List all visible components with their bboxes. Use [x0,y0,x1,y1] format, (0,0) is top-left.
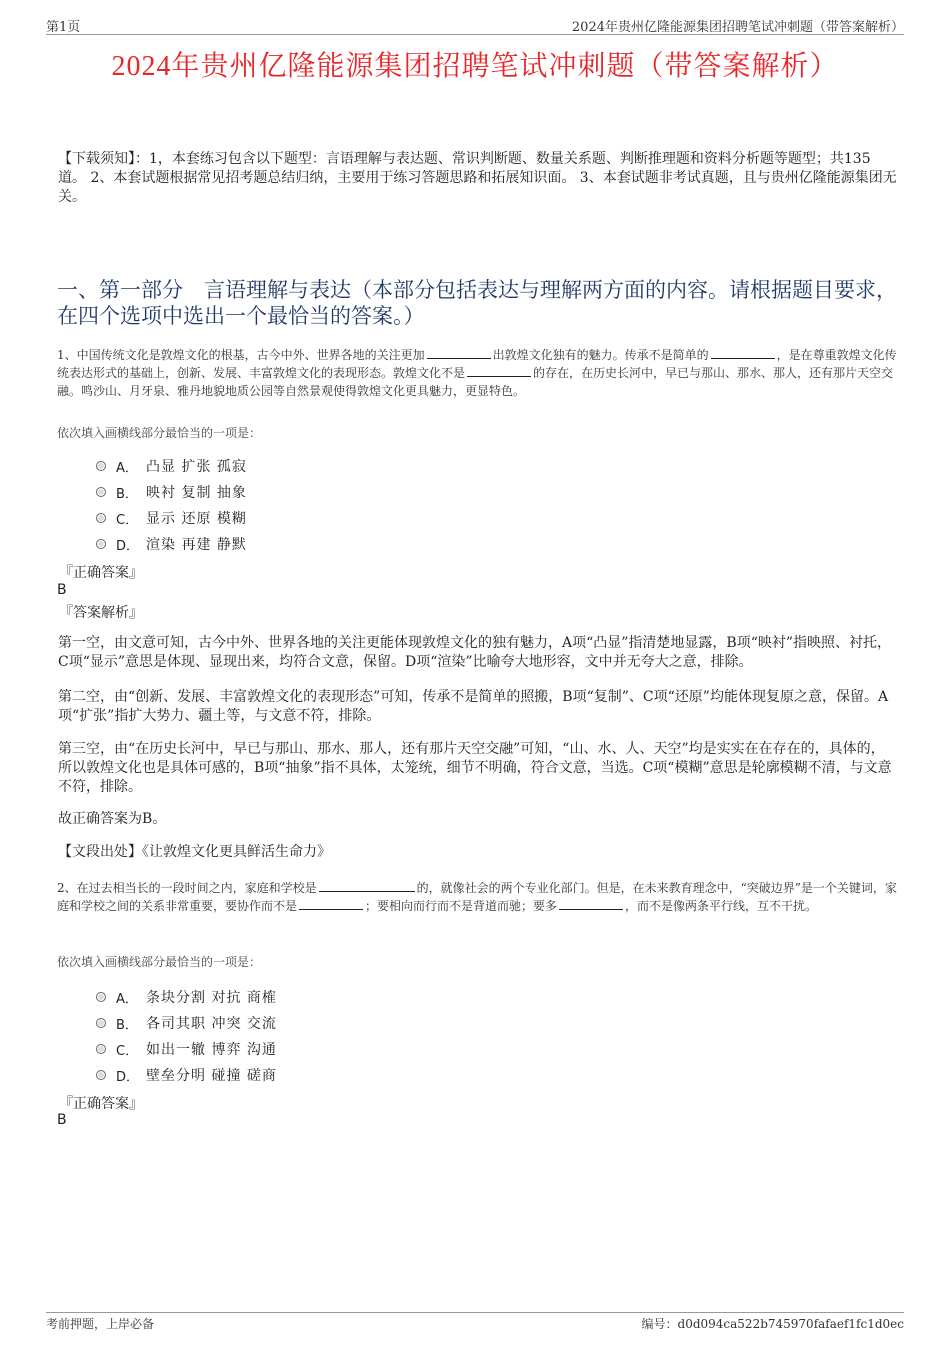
option-text: 显示 还原 模糊 [146,511,247,527]
fill-blank [559,897,623,910]
footer-slogan: 考前押题，上岸必备 [46,1317,155,1331]
option-text: 映衬 复制 抽象 [146,485,247,501]
option-d[interactable] [96,531,247,557]
question-2-prompt: 依次填入画横线部分最恰当的一项是： [57,955,262,969]
q1-stem-part: ，是在尊重敦煌文化传统表达形式的基础上，创新、发展、丰富敦煌文化的表现形态。敦煌文化不是 [57,348,897,380]
question-2-options [96,984,277,1088]
option-text: 渲染 再建 静默 [146,537,247,553]
option-letter: D． [116,538,140,554]
analysis-paragraph: 第一空，由文意可知，古今中外、世界各地的关注更能体现敦煌文化的独有魅力，A项“凸显”指清楚地显露，B项“映衬”指映照、衬托，C项“显示”意思是体现、显现出来，均符合文意，保留。D项“渲染”比喻夸大地形容，文中并无夸大之意，排除。 [58,635,892,670]
option-letter: A． [116,460,138,476]
page-header [46,14,904,35]
header-doc-title: 2024年贵州亿隆能源集团招聘笔试冲刺题（带答案解析） [571,20,904,35]
fill-blank [711,346,775,359]
q2-stem-part: ，而不是像两条平行线，互不干扰。 [625,899,818,913]
fill-blank [427,346,491,359]
analysis-paragraph: 第三空，由“在历史长河中，早已与那山、那水、那人，还有那片天空交融”可知，“山、水、人、天空”均是实实在在存在的，具体的，所以敦煌文化也是具体可感的，B项“抽象”指不具体，太笼统，细节不明确，符合文意，当选。C项“模糊”意思是轮廓模糊不清，与文意不符，排除。 [58,741,892,795]
q1-stem-part: 1、中国传统文化是敦煌文化的根基，古今中外、世界各地的关注更加 [57,348,425,362]
option-letter: C． [116,512,139,528]
question-1-options [96,453,247,557]
q1-stem-part: 的存在，在历史长河中，早已与那山、那水、那人，还有那片天空交融。鸣沙山、月牙泉、雅丹地貌地质公园等自然景观使得敦煌文化更具魅力，更显特色。 [57,366,894,398]
option-b[interactable] [96,479,247,505]
option-c[interactable] [96,1036,277,1062]
radio-icon[interactable] [96,513,106,523]
footer-doc-id: 编号：d0d094ca522b745970fafaef1fc1d0ec [641,1317,904,1331]
download-notice: 【下载须知】：1，本套练习包含以下题型：言语理解与表达题、常识判断题、数量关系题、判断推理题和资料分析题等题型；共135道。 2、本套试题根据常见招考题总结归纳，主要用于练习答题思路和拓展知识面。 3、本套试题非考试真题，且与贵州亿隆能源集团无关。 [58,151,897,205]
option-letter: A． [116,991,138,1007]
question-2-stem [57,879,900,915]
answer-label: 『正确答案』 [59,565,143,581]
analysis-label: 『答案解析』 [59,605,143,621]
fill-blank [467,364,531,377]
option-text: 如出一辙 博弈 沟通 [146,1042,277,1058]
analysis-conclusion: 故正确答案为B。 [58,811,167,827]
correct-answer: B [57,582,67,598]
option-letter: B． [116,486,138,502]
answer-label: 『正确答案』 [59,1096,143,1112]
option-c[interactable] [96,505,247,531]
correct-answer: B [57,1112,67,1128]
q2-stem-part: 的，就像社会的两个专业化部门。但是，在未来教育理念中，“突破边界”是一个关键词，家庭和学校之间的关系非常重要，要协作而不是 [57,881,897,913]
q1-stem-part: 出敦煌文化独有的魅力。传承不是简单的 [492,348,709,362]
question-1-prompt: 依次填入画横线部分最恰当的一项是： [57,426,262,440]
fill-blank [299,897,363,910]
source-citation: 【文段出处】《让敦煌文化更具鲜活生命力》 [58,844,331,860]
page-number: 第1页 [46,20,81,35]
option-d[interactable] [96,1062,277,1088]
option-letter: D． [116,1069,140,1085]
radio-icon[interactable] [96,539,106,549]
section-title: 一、第一部分 言语理解与表达（本部分包括表达与理解两方面的内容。请根据题目要求，在四个选项中选出一个最恰当的答案。） [57,278,897,328]
analysis-paragraph: 第二空，由“创新、发展、丰富敦煌文化的表现形态”可知，传承不是简单的照搬，B项“复制”、C项“还原”均能体现复原之意，保留。A项“扩张”指扩大势力、疆土等，与文意不符，排除。 [58,689,889,724]
option-a[interactable] [96,453,247,479]
option-text: 凸显 扩张 孤寂 [146,459,247,475]
page-footer [46,1312,904,1333]
option-text: 条块分割 对抗 商榷 [146,990,277,1006]
question-1-stem [57,346,900,400]
radio-icon[interactable] [96,1070,106,1080]
q2-stem-part: 2、在过去相当长的一段时间之内，家庭和学校是 [57,881,317,895]
option-letter: B． [116,1017,138,1033]
option-a[interactable] [96,984,277,1010]
radio-icon[interactable] [96,487,106,497]
radio-icon[interactable] [96,1018,106,1028]
option-letter: C． [116,1043,139,1059]
radio-icon[interactable] [96,992,106,1002]
option-b[interactable] [96,1010,277,1036]
q2-stem-part: ；要相向而行而不是背道而驰；要多 [365,899,558,913]
radio-icon[interactable] [96,461,106,471]
fill-blank [319,879,415,892]
option-text: 各司其职 冲突 交流 [146,1016,277,1032]
radio-icon[interactable] [96,1044,106,1054]
page-title: 2024年贵州亿隆能源集团招聘笔试冲刺题（带答案解析） [111,51,839,82]
option-text: 壁垒分明 碰撞 磋商 [146,1068,277,1084]
